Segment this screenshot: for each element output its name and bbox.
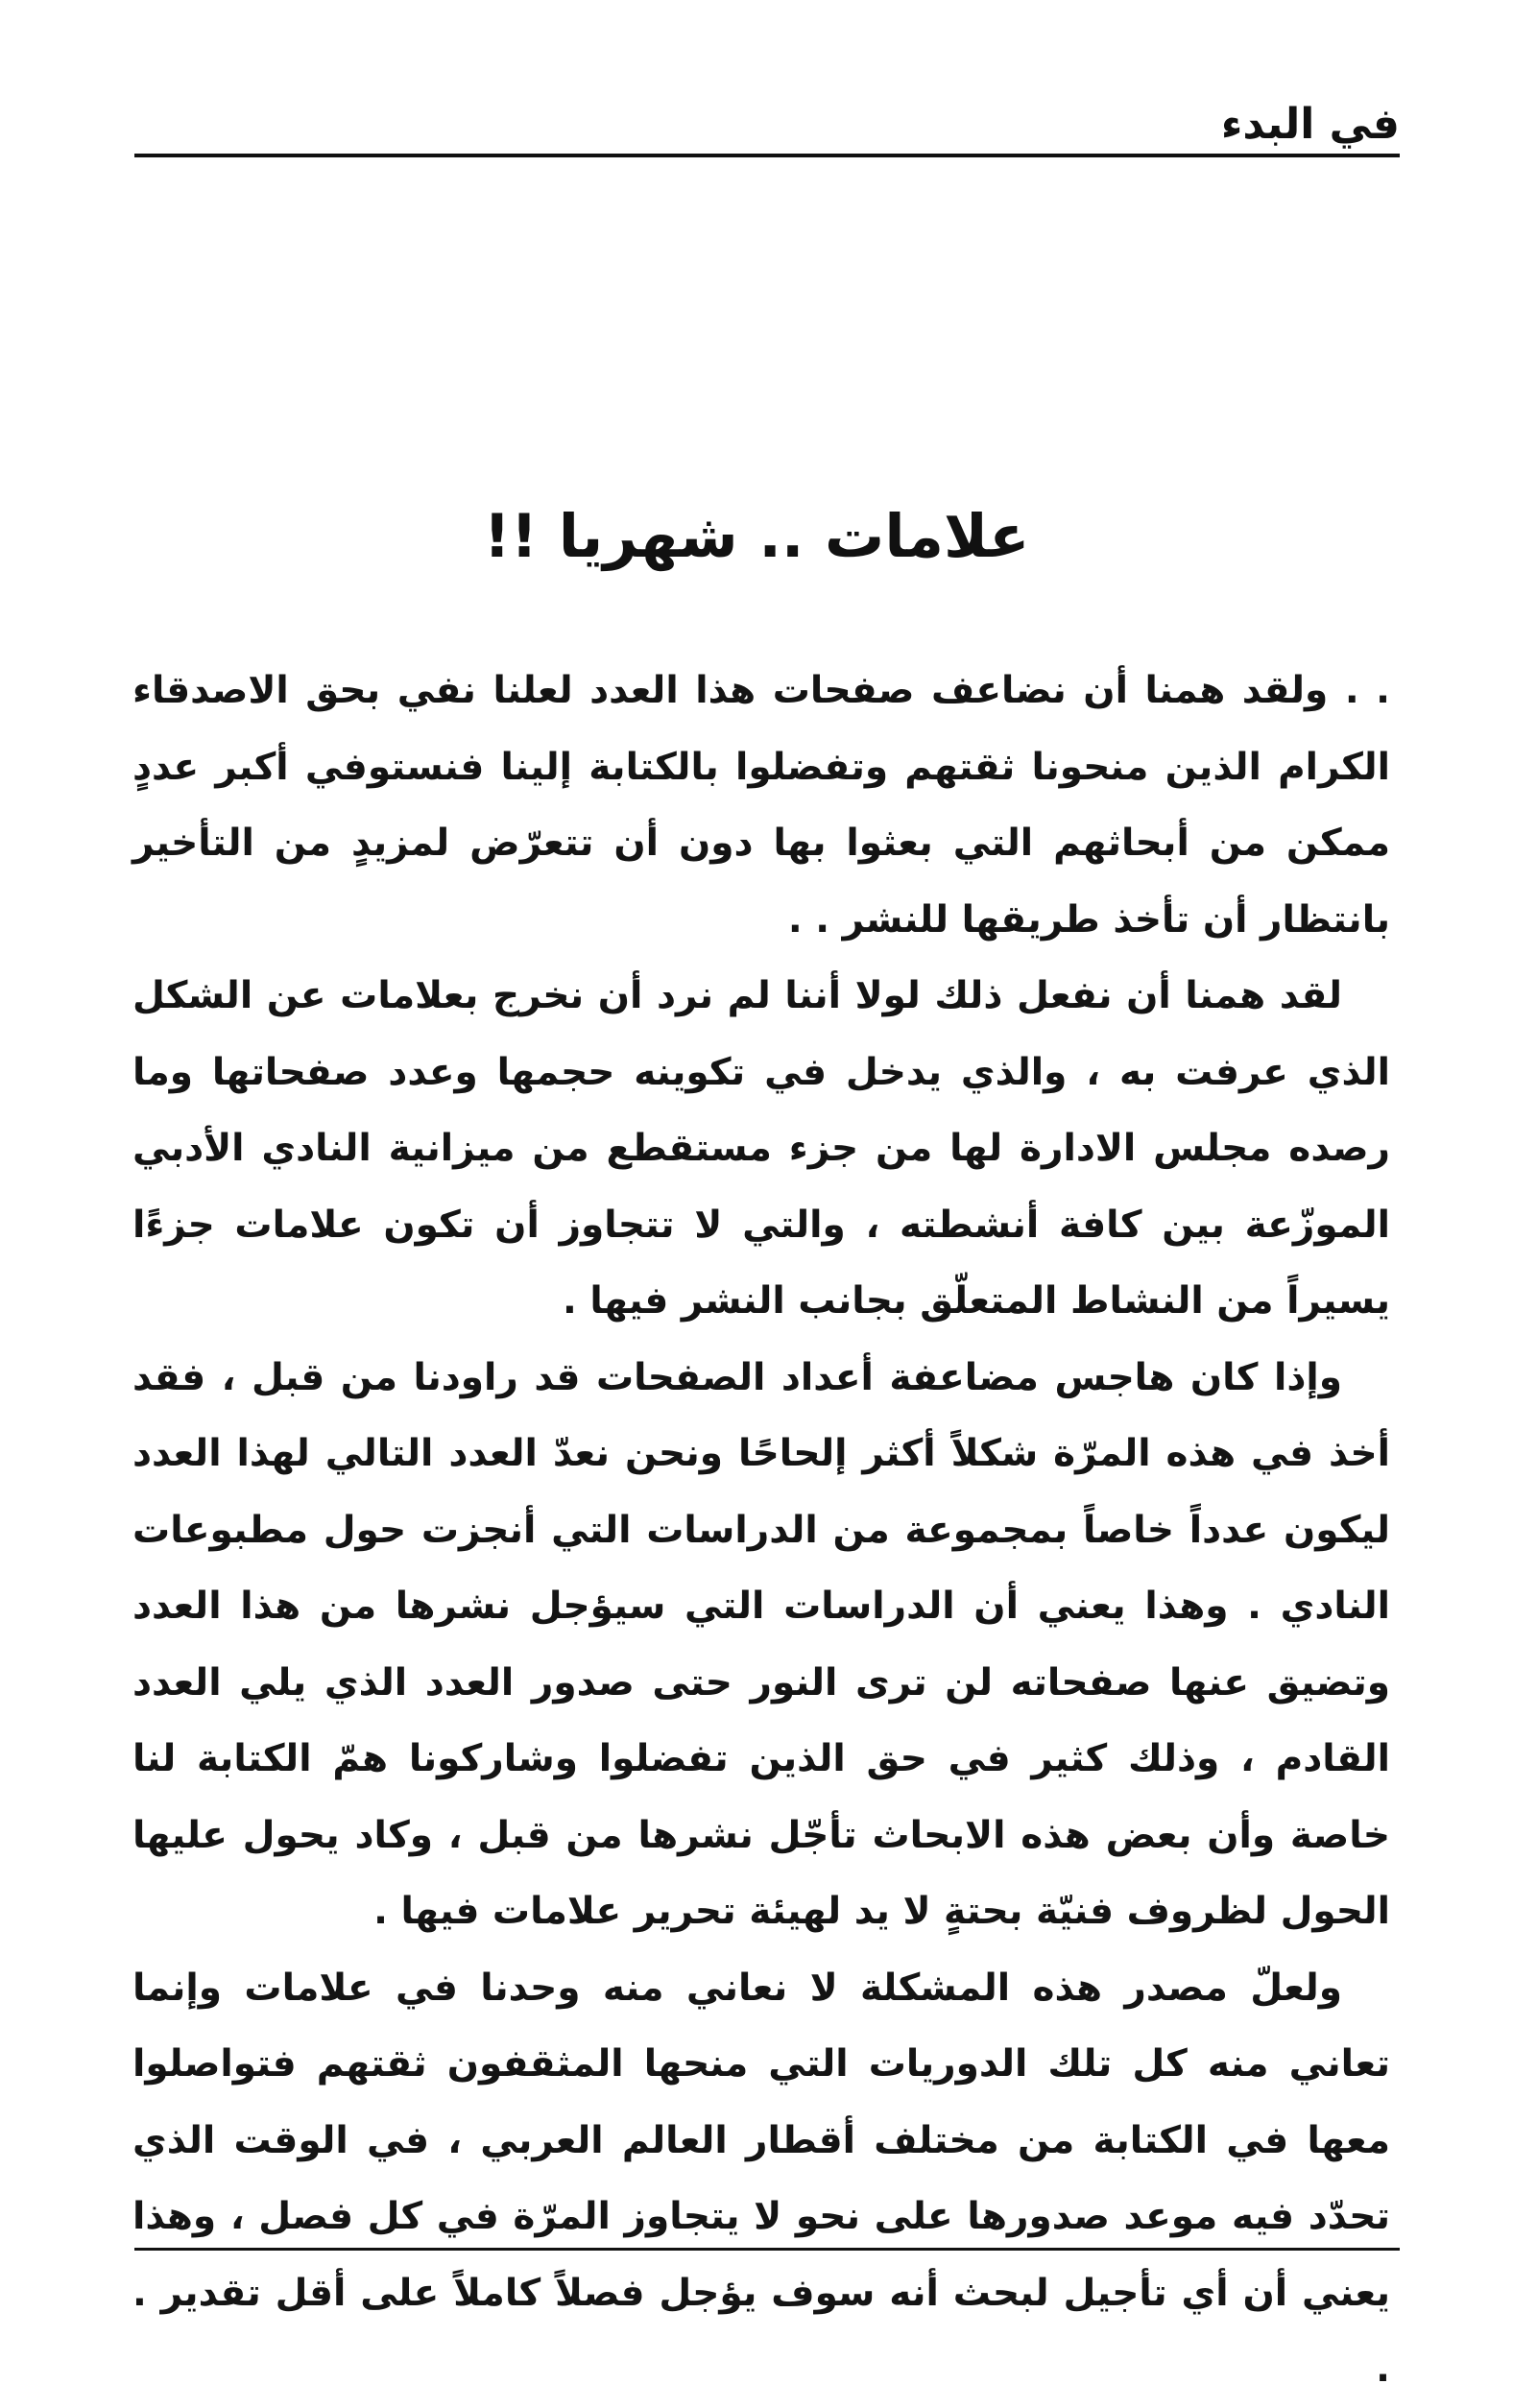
article-title: علامات .. شهريا !! xyxy=(483,500,1030,571)
article-body xyxy=(132,653,1390,2408)
footer-rule xyxy=(134,2248,1400,2251)
paragraph-3: وإذا كان هاجس مضاعفة أعداد الصفحات قد راودنا من قبل ، فقد أخذ في هذه المرّة شكلاً أكثر إلحاحًا ونحن نعدّ العدد التالي لهذا العدد ليكون عدداً خاصاً بمجموعة من الدراسات التي أنجزت حول مطبوعات النادي . وهذا يعني أن الدراسات التي سيؤجل نشرها من هذا العدد وتضيق عنها صفحاته لن ترى النور حتى صدور العدد الذي يلي العدد القادم ، وذلك كثير في حق الذين تفضلوا وشاركونا همّ الكتابة لنا خاصة وأن بعض هذه الابحاث تأجّل نشرها من قبل ، وكاد يحول عليها الحول لظروف فنيّة بحتةٍ لا يد لهيئة تحرير علامات فيها . xyxy=(132,1355,1390,1933)
running-header-title: في البدء xyxy=(1220,100,1400,149)
paragraph-1: . . ولقد همنا أن نضاعف صفحات هذا العدد لعلنا نفي بحق الاصدقاء الكرام الذين منحونا ثقتهم وتفضلوا بالكتابة إلينا فنستوفي أكبر عددٍ ممكن من أبحاثهم التي بعثوا بها دون أن تتعرّض لمزيدٍ من التأخير بانتظار أن تأخذ طريقها للنشر . . xyxy=(132,669,1390,942)
header-rule xyxy=(134,154,1400,157)
paragraph-4: ولعلّ مصدر هذه المشكلة لا نعاني منه وحدنا في علامات وإنما تعاني منه كل تلك الدوريات التي منحها المثقفون ثقتهم فتواصلوا معها في الكتابة من مختلف أقطار العالم العربي ، في الوقت الذي تحدّد فيه موعد صدورها على نحو لا يتجاوز المرّة في كل فصل ، وهذا يعني أن أي تأجيل لبحث أنه سوف يؤجل فصلاً كاملاً على أقل تقدير . . xyxy=(132,1966,1390,2391)
paragraph-2: لقد همنا أن نفعل ذلك لولا أننا لم نرد أن نخرج بعلامات عن الشكل الذي عرفت به ، والذي يدخل في تكوينه حجمها وعدد صفحاتها وما رصده مجلس الادارة لها من جزء مستقطع من ميزانية النادي الأدبي الموزّعة بين كافة أنشطته ، والتي لا تتجاوز أن تكون علامات جزءًا يسيراً من النشاط المتعلّق بجانب النشر فيها . xyxy=(132,974,1390,1323)
